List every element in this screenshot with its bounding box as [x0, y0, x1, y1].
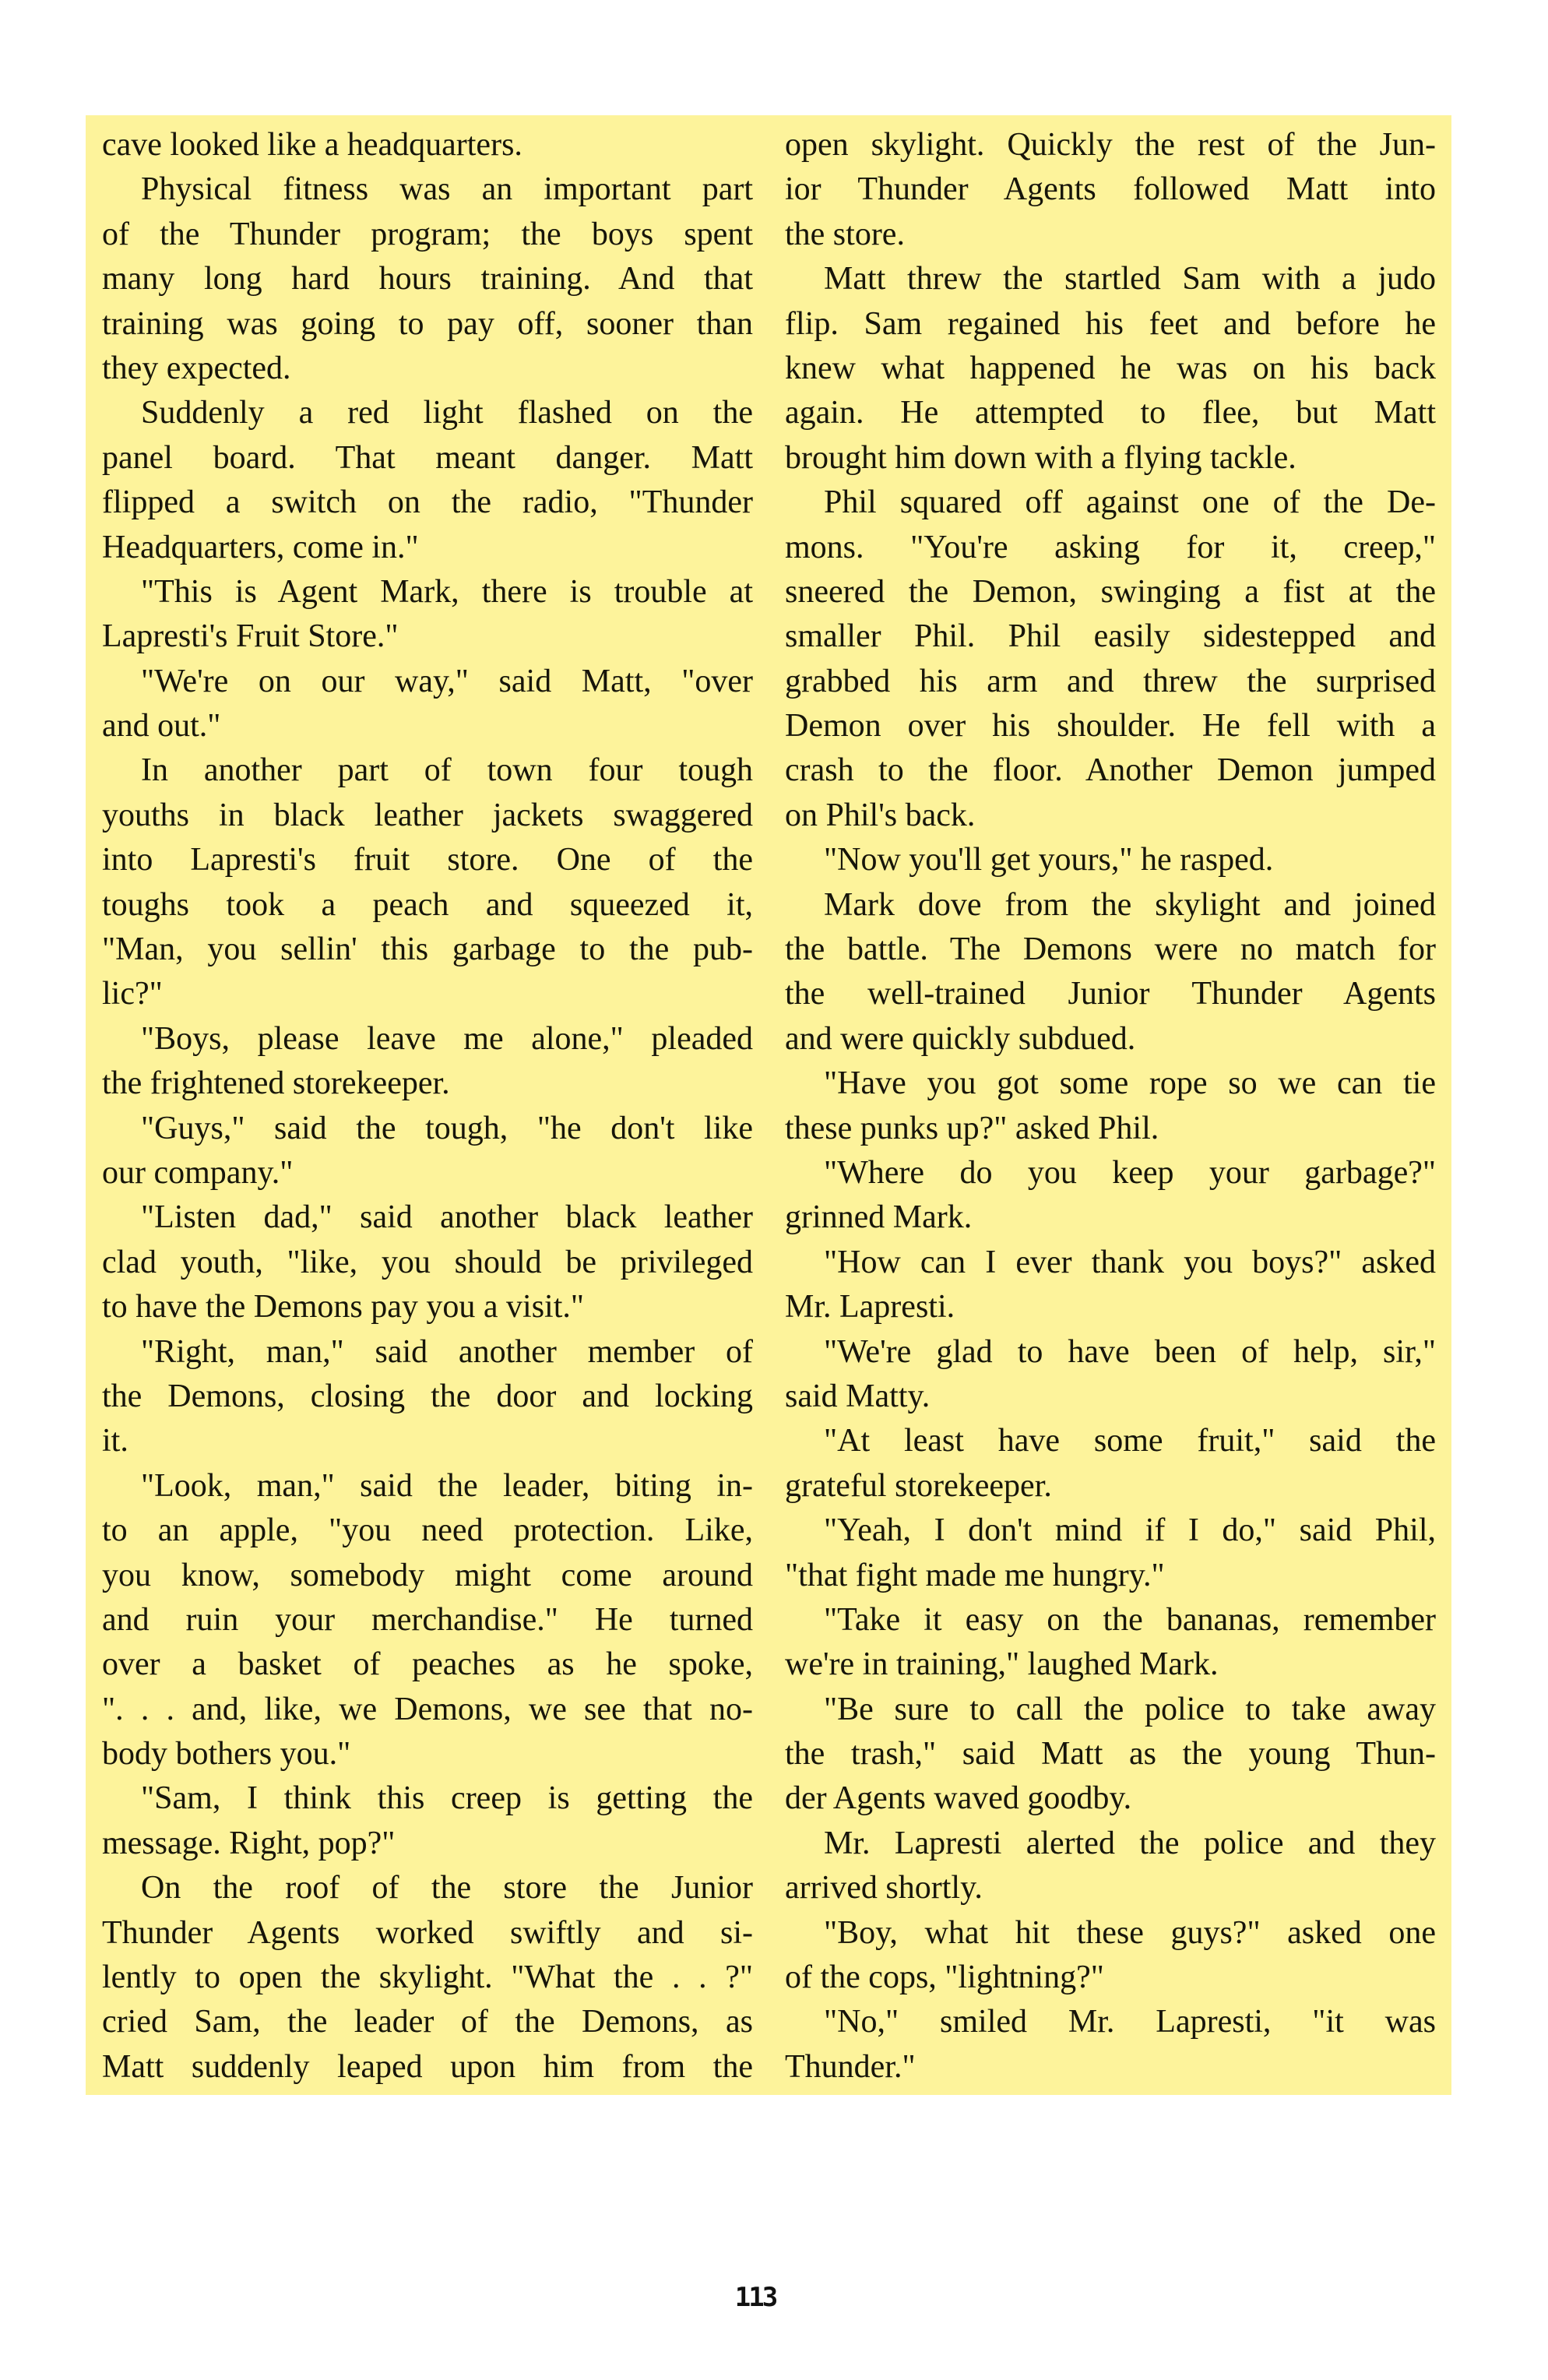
text-line: into Lapresti's fruit store. One of the — [102, 842, 753, 878]
text-line: said Matty. — [785, 1378, 931, 1414]
text-line: ior Thunder Agents followed Matt into — [785, 171, 1436, 208]
paragraph — [102, 167, 753, 391]
text-line: we're in training," laughed Mark. — [785, 1646, 1219, 1683]
text-line: Lapresti's Fruit Store." — [102, 618, 399, 655]
text-line: "Boys, please leave me alone," pleaded — [141, 1020, 753, 1057]
text-line: toughs took a peach and squeezed it, — [102, 886, 753, 923]
text-line: it. — [102, 1423, 128, 1459]
paragraph — [785, 1688, 1436, 1822]
text-column-right — [785, 123, 1436, 2090]
text-line: der Agents waved goodby. — [785, 1780, 1132, 1817]
text-line: "Now you'll get yours," he rasped. — [824, 842, 1274, 878]
text-line: "Sam, I think this creep is getting the — [141, 1780, 753, 1817]
paragraph — [785, 838, 1436, 882]
text-line: the store. — [785, 216, 905, 252]
text-line: "Yeah, I don't mind if I do," said Phil, — [824, 1512, 1436, 1549]
text-line: "How can I ever thank you boys?" asked — [824, 1244, 1436, 1280]
text-line: you know, somebody might come around — [102, 1557, 753, 1593]
paragraph — [785, 883, 1436, 1062]
text-line: "Look, man," said the leader, biting in- — [141, 1467, 753, 1504]
text-line: many long hard hours training. And that — [102, 261, 753, 298]
text-line: "Where do you keep your garbage?" — [824, 1154, 1436, 1191]
text-line: to an apple, "you need protection. Like, — [102, 1512, 753, 1549]
text-line: grateful storekeeper. — [785, 1467, 1052, 1504]
text-line: mons. "You're asking for it, creep," — [785, 529, 1436, 565]
text-line: arrived shortly. — [785, 1870, 983, 1906]
paragraph — [785, 1911, 1436, 2001]
text-line: lic?" — [102, 976, 163, 1012]
text-line: Mr. Lapresti alerted the police and they — [824, 1825, 1436, 1861]
text-line: youths in black leather jackets swaggered — [102, 797, 753, 833]
text-line: the trash," said Matt as the young Thun- — [785, 1736, 1436, 1773]
page-number: 113 — [734, 2282, 776, 2313]
paragraph — [785, 1598, 1436, 1688]
text-line: flipped a switch on the radio, "Thunder — [102, 484, 753, 521]
text-line: these punks up?" asked Phil. — [785, 1110, 1159, 1146]
text-line: cried Sam, the leader of the Demons, as — [102, 2004, 753, 2040]
text-line: and out." — [102, 708, 221, 745]
paragraph — [102, 123, 753, 167]
text-line: "Be sure to call the police to take away — [824, 1691, 1436, 1727]
paragraph — [785, 1419, 1436, 1509]
text-line: On the roof of the store the Junior — [141, 1870, 753, 1906]
text-line: ". . . and, like, we Demons, we see that no- — [102, 1691, 753, 1727]
text-line: our company." — [102, 1154, 294, 1191]
paragraph — [102, 1107, 753, 1196]
text-line: Headquarters, come in." — [102, 529, 419, 565]
paragraph — [785, 481, 1436, 838]
paragraph — [785, 1330, 1436, 1420]
paragraph — [102, 1330, 753, 1464]
text-line: "This is Agent Mark, there is trouble at — [141, 573, 753, 610]
text-line: over a basket of peaches as he spoke, — [102, 1646, 753, 1683]
text-line: of the cops, "lightning?" — [785, 1959, 1104, 1996]
paragraph — [102, 1017, 753, 1107]
text-line: brought him down with a flying tackle. — [785, 439, 1296, 476]
text-line: Mr. Lapresti. — [785, 1289, 955, 1326]
text-line: Demon over his shoulder. He fell with a — [785, 708, 1436, 745]
text-line: message. Right, pop?" — [102, 1825, 396, 1861]
text-line: "Right, man," said another member of — [141, 1333, 753, 1370]
text-line: "We're on our way," said Matt, "over — [141, 663, 753, 699]
text-line: Physical fitness was an important part — [141, 171, 753, 208]
text-line: "Man, you sellin' this garbage to the pub- — [102, 931, 753, 968]
text-line: to have the Demons pay you a visit." — [102, 1289, 585, 1326]
text-line: Matt threw the startled Sam with a judo — [824, 261, 1436, 298]
paragraph — [785, 1241, 1436, 1330]
text-line: Thunder Agents worked swiftly and si- — [102, 1914, 753, 1951]
paragraph — [785, 1509, 1436, 1598]
paragraph — [102, 1464, 753, 1777]
paragraph — [102, 1195, 753, 1329]
text-column-left — [102, 123, 753, 2090]
text-line: and ruin your merchandise." He turned — [102, 1601, 753, 1638]
text-line: smaller Phil. Phil easily sidestepped and — [785, 618, 1436, 655]
paragraph — [102, 1866, 753, 2090]
paragraph — [102, 391, 753, 570]
text-line: "No," smiled Mr. Lapresti, "it was — [824, 2004, 1436, 2040]
text-line: body bothers you." — [102, 1736, 351, 1773]
paragraph — [102, 570, 753, 660]
paragraph — [785, 123, 1436, 257]
paragraph — [785, 257, 1436, 481]
text-line: "Take it easy on the bananas, remember — [824, 1601, 1436, 1638]
text-line: clad youth, "like, you should be privileged — [102, 1244, 753, 1280]
text-line: Mark dove from the skylight and joined — [824, 886, 1436, 923]
text-line: In another part of town four tough — [141, 752, 753, 789]
text-line: again. He attempted to flee, but Matt — [785, 395, 1436, 431]
text-line: "Boy, what hit these guys?" asked one — [824, 1914, 1436, 1951]
text-line: the well-trained Junior Thunder Agents — [785, 976, 1436, 1012]
text-line: flip. Sam regained his feet and before he — [785, 305, 1436, 342]
text-line: they expected. — [102, 350, 291, 386]
text-line: Suddenly a red light flashed on the — [141, 395, 753, 431]
text-line: Matt suddenly leaped upon him from the — [102, 2048, 753, 2085]
text-line: grabbed his arm and threw the surprised — [785, 663, 1436, 699]
text-line: "We're glad to have been of help, sir," — [824, 1333, 1436, 1370]
paragraph — [102, 748, 753, 1016]
text-line: "Listen dad," said another black leather — [141, 1199, 753, 1236]
text-line: crash to the floor. Another Demon jumped — [785, 752, 1436, 789]
text-line: "At least have some fruit," said the — [824, 1423, 1436, 1459]
paragraph — [785, 1151, 1436, 1241]
text-line: of the Thunder program; the boys spent — [102, 216, 753, 252]
paragraph — [785, 1061, 1436, 1151]
text-line: the battle. The Demons were no match for — [785, 931, 1436, 968]
text-line: cave looked like a headquarters. — [102, 127, 522, 163]
paragraph — [102, 660, 753, 749]
text-line: open skylight. Quickly the rest of the Jun- — [785, 127, 1436, 163]
text-line: knew what happened he was on his back — [785, 350, 1436, 386]
text-line: "Guys," said the tough, "he don't like — [141, 1110, 753, 1146]
text-line: sneered the Demon, swinging a fist at the — [785, 573, 1436, 610]
text-line: "Have you got some rope so we can tie — [824, 1065, 1436, 1102]
text-line: on Phil's back. — [785, 797, 976, 833]
text-line: Thunder." — [785, 2048, 916, 2085]
text-line: training was going to pay off, sooner than — [102, 305, 753, 342]
paragraph — [785, 1822, 1436, 1911]
text-line: lently to open the skylight. "What the . . ?" — [102, 1959, 753, 1996]
text-line: "that fight made me hungry." — [785, 1557, 1165, 1593]
text-line: the frightened storekeeper. — [102, 1065, 450, 1102]
text-line: and were quickly subdued. — [785, 1020, 1136, 1057]
text-line: grinned Mark. — [785, 1199, 973, 1236]
paragraph — [102, 1776, 753, 1866]
text-line: Phil squared off against one of the De- — [824, 484, 1436, 521]
text-line: panel board. That meant danger. Matt — [102, 439, 753, 476]
text-line: the Demons, closing the door and locking — [102, 1378, 753, 1414]
paragraph — [785, 2000, 1436, 2090]
